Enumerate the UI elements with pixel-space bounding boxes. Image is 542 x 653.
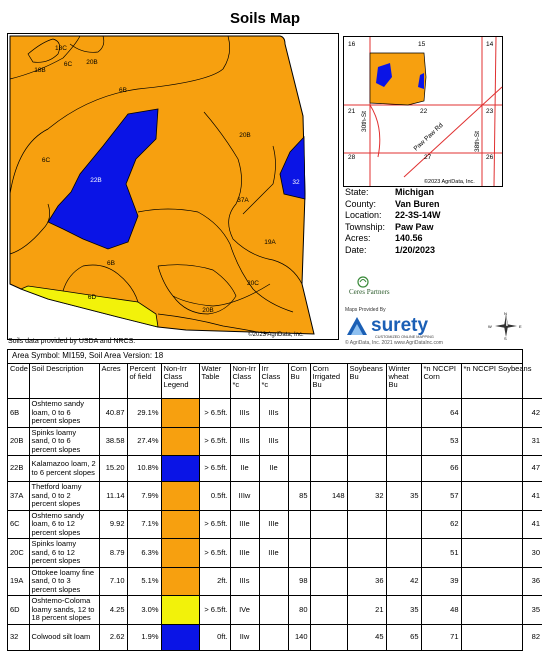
locator-section: 15 <box>418 41 426 48</box>
agridata-credit: © AgriData, Inc. 2021 www.AgriDataInc.com <box>345 340 443 346</box>
cell-nonirr: IIIs <box>230 567 259 596</box>
locator-section: 21 <box>348 108 356 115</box>
cell-water: 0.5ft. <box>199 482 230 511</box>
cell-water: > 6.5ft. <box>199 427 230 456</box>
cell-water: > 6.5ft. <box>199 596 230 625</box>
cell-code: 20C <box>8 539 29 568</box>
map-label: 6C <box>63 61 73 68</box>
cell-acres: 8.79 <box>99 539 127 568</box>
cell-wheat: 35 <box>386 596 421 625</box>
map-label: 20B <box>239 132 251 139</box>
cell-nccpis: 30 <box>461 539 542 568</box>
page-title: Soils Map <box>229 10 300 27</box>
cell-soy <box>347 427 386 456</box>
locator-section: 26 <box>486 154 494 161</box>
cell-soy: 32 <box>347 482 386 511</box>
table-row <box>8 596 542 625</box>
cell-nccpic: 66 <box>421 456 461 482</box>
locator-road-label: Paw Paw Rd <box>412 121 445 153</box>
cell-pct: 3.0% <box>127 596 161 625</box>
county-label: County: <box>345 198 377 209</box>
cell-cornirr <box>310 456 347 482</box>
state-value: Michigan <box>395 187 435 197</box>
cell-nccpis: 31 <box>461 427 542 456</box>
legend-swatch <box>161 482 199 511</box>
cell-nccpic: 48 <box>421 596 461 625</box>
cell-nccpic: 57 <box>421 482 461 511</box>
cell-water: > 6.5ft. <box>199 510 230 539</box>
table-row <box>8 482 542 511</box>
table-row <box>8 567 542 596</box>
table-row <box>8 539 542 568</box>
cell-pct: 1.9% <box>127 624 161 650</box>
compass-n: N <box>504 311 507 316</box>
map-label: 6C <box>41 157 51 164</box>
cell-nccpic: 51 <box>421 539 461 568</box>
col-header: *n NCCPI Soybeans <box>461 364 542 399</box>
cell-wheat <box>386 427 421 456</box>
cell-nccpic: 62 <box>421 510 461 539</box>
map-label: 6D <box>87 294 97 301</box>
cell-water: > 6.5ft. <box>199 456 230 482</box>
cell-nonirr: IIIe <box>230 510 259 539</box>
locator-road-label: 30th-St <box>361 111 368 132</box>
cell-acres: 2.62 <box>99 624 127 650</box>
cell-acres: 15.20 <box>99 456 127 482</box>
cell-corn: 80 <box>288 596 310 625</box>
cell-water: 2ft. <box>199 567 230 596</box>
cell-corn: 85 <box>288 482 310 511</box>
compass-s: S <box>504 336 507 341</box>
map-label: 20C <box>247 280 259 287</box>
cell-pct: 10.8% <box>127 456 161 482</box>
cell-pct: 7.1% <box>127 510 161 539</box>
cell-nonirr: IIIs <box>230 399 259 428</box>
locator-map-canvas <box>344 37 502 186</box>
cell-desc: Oshtemo-Coloma loamy sands, 12 to 18 percent slopes <box>29 596 99 625</box>
cell-irr: IIIs <box>259 427 288 456</box>
acres-label: Acres: <box>345 233 371 244</box>
cell-water: > 6.5ft. <box>199 539 230 568</box>
map-label: 6B <box>119 87 127 94</box>
township-label: Township: <box>345 221 386 232</box>
map-label: 32 <box>292 179 300 186</box>
cell-acres: 11.14 <box>99 482 127 511</box>
cell-acres: 9.92 <box>99 510 127 539</box>
cell-cornirr <box>310 596 347 625</box>
locator-section: 28 <box>348 154 356 161</box>
cell-soy: 36 <box>347 567 386 596</box>
cell-water: 0ft. <box>199 624 230 650</box>
legend-swatch <box>161 510 199 539</box>
cell-cornirr <box>310 510 347 539</box>
map-label: 37A <box>237 197 249 204</box>
locator-section: 23 <box>486 108 494 115</box>
ceres-logo <box>345 275 405 297</box>
legend-swatch <box>161 624 199 650</box>
legend-swatch <box>161 456 199 482</box>
map-label: 22B <box>90 177 102 184</box>
compass-e: E <box>519 324 522 329</box>
cell-nonirr: IIe <box>230 456 259 482</box>
locator-section: 22 <box>420 108 428 115</box>
soils-map-canvas <box>8 34 338 339</box>
cell-nonirr: IIIs <box>230 427 259 456</box>
cell-acres: 38.58 <box>99 427 127 456</box>
cell-code: 22B <box>8 456 29 482</box>
cell-pct: 27.4% <box>127 427 161 456</box>
cell-code: 6C <box>8 510 29 539</box>
map-label: 19A <box>264 239 276 246</box>
col-header: Non-Irr Class Legend <box>161 364 199 399</box>
cell-code: 6B <box>8 399 29 428</box>
cell-cornirr <box>310 399 347 428</box>
cell-soy <box>347 510 386 539</box>
cell-desc: Oshtemo sandy loam, 0 to 6 percent slopes <box>29 399 99 428</box>
cell-wheat: 65 <box>386 624 421 650</box>
cell-nccpis: 35 <box>461 596 542 625</box>
location-label: Location: <box>345 210 382 221</box>
field-boundary <box>10 36 314 334</box>
map-label: 20B <box>202 307 214 314</box>
cell-irr: IIe <box>259 456 288 482</box>
table-row <box>8 624 542 650</box>
cell-irr <box>259 624 288 650</box>
map-copyright: ©2023 AgriData, Inc. <box>248 332 304 338</box>
col-header: Code <box>8 364 29 399</box>
ceres-text: Ceres Partners <box>349 288 390 296</box>
map-label: 6B <box>107 260 115 267</box>
cell-code: 37A <box>8 482 29 511</box>
cell-corn <box>288 456 310 482</box>
col-header: Winter wheat Bu <box>386 364 421 399</box>
cell-irr: IIIe <box>259 510 288 539</box>
compass-w: W <box>488 324 492 329</box>
cell-nccpis: 36 <box>461 567 542 596</box>
cell-cornirr <box>310 427 347 456</box>
cell-nccpic: 53 <box>421 427 461 456</box>
cell-corn: 98 <box>288 567 310 596</box>
cell-irr: IIIs <box>259 399 288 428</box>
locator-section: 14 <box>486 41 494 48</box>
table-row <box>8 427 542 456</box>
legend-swatch <box>161 399 199 428</box>
col-header: Irr Class *c <box>259 364 288 399</box>
acres-value: 140.56 <box>395 233 423 244</box>
cell-desc: Ottokee loamy fine sand, 0 to 3 percent slopes <box>29 567 99 596</box>
cell-desc: Colwood silt loam <box>29 624 99 650</box>
table-header-row <box>8 364 542 399</box>
soils-map[interactable] <box>7 33 339 340</box>
locator-map[interactable] <box>343 36 503 187</box>
cell-nonirr: IIIw <box>230 482 259 511</box>
cell-nonirr: IIIe <box>230 539 259 568</box>
cell-cornirr <box>310 624 347 650</box>
usda-credit: Soils data provided by USDA and NRCS. <box>8 338 136 345</box>
legend-swatch <box>161 427 199 456</box>
cell-irr <box>259 567 288 596</box>
cell-nccpis: 47 <box>461 456 542 482</box>
cell-water: > 6.5ft. <box>199 399 230 428</box>
cell-corn <box>288 399 310 428</box>
map-label: 18B <box>34 67 46 74</box>
locator-section: 27 <box>424 154 432 161</box>
cell-desc: Thetford loamy sand, 0 to 2 percent slopes <box>29 482 99 511</box>
cell-soy <box>347 456 386 482</box>
cell-nonirr: IVe <box>230 596 259 625</box>
cell-nccpic: 64 <box>421 399 461 428</box>
cell-soy: 21 <box>347 596 386 625</box>
legend-swatch <box>161 567 199 596</box>
maps-provided-by: Maps Provided By <box>345 307 386 313</box>
compass-icon <box>487 312 525 340</box>
cell-corn <box>288 539 310 568</box>
legend-swatch <box>161 539 199 568</box>
cell-nonirr: IIw <box>230 624 259 650</box>
table-row <box>8 456 542 482</box>
map-label: 18C <box>55 45 67 52</box>
location-value: 22-3S-14W <box>395 210 441 221</box>
cell-cornirr <box>310 567 347 596</box>
cell-nccpic: 71 <box>421 624 461 650</box>
col-header: Water Table <box>199 364 230 399</box>
cell-corn: 140 <box>288 624 310 650</box>
cell-code: 32 <box>8 624 29 650</box>
col-header: Non-Irr Class *c <box>230 364 259 399</box>
soils-table <box>7 349 540 651</box>
cell-nccpis: 41 <box>461 482 542 511</box>
cell-soy <box>347 539 386 568</box>
col-header: Percent of field <box>127 364 161 399</box>
cell-cornirr: 148 <box>310 482 347 511</box>
date-value: 1/20/2023 <box>395 244 436 255</box>
cell-nccpis: 41 <box>461 510 542 539</box>
cell-wheat: 42 <box>386 567 421 596</box>
cell-nccpis: 82 <box>461 624 542 650</box>
locator-copyright: ©2023 AgriData, Inc. <box>424 179 475 185</box>
cell-code: 6D <box>8 596 29 625</box>
cell-acres: 7.10 <box>99 567 127 596</box>
cell-corn <box>288 510 310 539</box>
legend-swatch <box>161 596 199 625</box>
cell-pct: 7.9% <box>127 482 161 511</box>
cell-code: 19A <box>8 567 29 596</box>
state-label: State: <box>345 187 369 197</box>
cell-wheat <box>386 510 421 539</box>
field-info <box>345 187 441 257</box>
cell-cornirr <box>310 539 347 568</box>
cell-soy: 45 <box>347 624 386 650</box>
cell-acres: 4.25 <box>99 596 127 625</box>
cell-irr <box>259 482 288 511</box>
table-row <box>8 399 542 428</box>
cell-nccpis: 42 <box>461 399 542 428</box>
cell-desc: Spinks loamy sand, 6 to 12 percent slopes <box>29 539 99 568</box>
cell-pct: 5.1% <box>127 567 161 596</box>
col-header: *n NCCPI Corn <box>421 364 461 399</box>
cell-desc: Kalamazoo loam, 2 to 6 percent slopes <box>29 456 99 482</box>
cell-wheat <box>386 399 421 428</box>
area-symbol: Area Symbol: MI159, Soil Area Version: 18 <box>8 350 522 364</box>
cell-irr <box>259 596 288 625</box>
date-label: Date: <box>345 244 367 255</box>
cell-nccpic: 39 <box>421 567 461 596</box>
cell-wheat <box>386 456 421 482</box>
locator-section: 16 <box>348 41 356 48</box>
cell-irr: IIIe <box>259 539 288 568</box>
surety-tagline: CUSTOMIZED ONLINE MAPPING <box>375 335 434 339</box>
cell-desc: Oshtemo sandy loam, 6 to 12 percent slopes <box>29 510 99 539</box>
cell-acres: 40.87 <box>99 399 127 428</box>
cell-desc: Spinks loamy sand, 0 to 6 percent slopes <box>29 427 99 456</box>
surety-logo <box>345 313 471 340</box>
cell-soy <box>347 399 386 428</box>
locator-road-label: 38th-St <box>474 131 481 152</box>
cell-wheat: 35 <box>386 482 421 511</box>
county-value: Van Buren <box>395 198 440 209</box>
cell-corn <box>288 427 310 456</box>
col-header: Corn Bu <box>288 364 310 399</box>
table-row <box>8 510 542 539</box>
cell-code: 20B <box>8 427 29 456</box>
map-label: 20B <box>86 59 98 66</box>
cell-pct: 6.3% <box>127 539 161 568</box>
col-header: Soil Description <box>29 364 99 399</box>
col-header: Soybeans Bu <box>347 364 386 399</box>
cell-wheat <box>386 539 421 568</box>
col-header: Acres <box>99 364 127 399</box>
col-header: Corn Irrigated Bu <box>310 364 347 399</box>
surety-wordmark: surety <box>371 315 429 336</box>
cell-pct: 29.1% <box>127 399 161 428</box>
township-value: Paw Paw <box>395 221 434 232</box>
